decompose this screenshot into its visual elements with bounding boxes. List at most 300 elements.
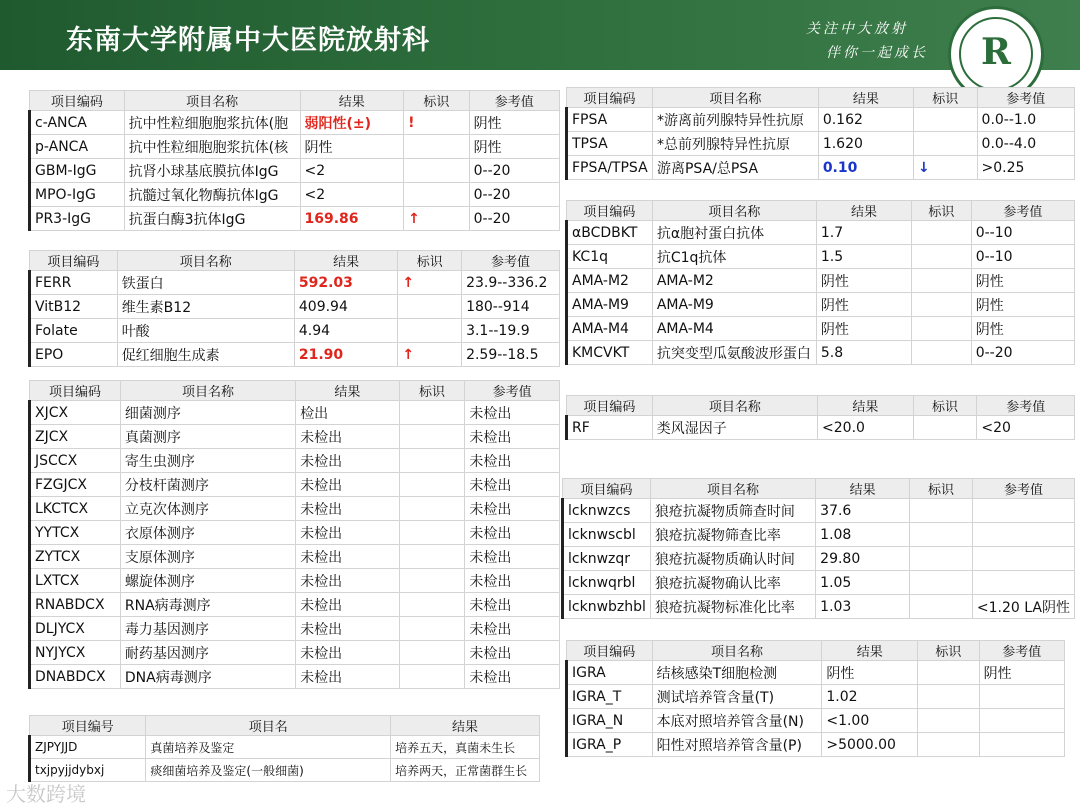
cell-ref: 2.59--18.5 <box>462 343 560 367</box>
cell-name: 结核感染T细胞检测 <box>652 661 822 685</box>
cell-name: 抗蛋白酶3抗体IgG <box>124 207 300 231</box>
header-result: 结果 <box>816 201 911 221</box>
cell-ref: 未检出 <box>465 473 560 497</box>
cell-code: PR3-IgG <box>30 207 125 231</box>
cell-name: RNA病毒测序 <box>120 593 295 617</box>
cell-name: 狼疮抗凝物筛查比率 <box>650 523 815 547</box>
cell-result: 1.05 <box>816 571 910 595</box>
cell-result: 培养两天，正常菌群生长 <box>391 759 540 782</box>
cell-flag <box>910 499 973 523</box>
cell-result: 21.90 <box>294 343 398 367</box>
cell-ref: 阴性 <box>979 661 1064 685</box>
header-name: 项目名称 <box>652 641 822 661</box>
cell-flag <box>399 449 465 473</box>
header-name: 项目名称 <box>120 381 295 401</box>
header-code: 项目编码 <box>30 381 121 401</box>
cell-name: 耐药基因测序 <box>120 641 295 665</box>
cell-flag: ↑ <box>398 271 462 295</box>
cell-result: 4.94 <box>294 319 398 343</box>
cell-result: 未检出 <box>296 425 400 449</box>
table-row <box>30 593 560 617</box>
cell-flag <box>912 221 972 245</box>
cell-name: 抗肾小球基底膜抗体IgG <box>124 159 300 183</box>
cell-ref: <1.20 LA阴性 <box>972 595 1074 619</box>
cell-flag <box>404 159 470 183</box>
cell-flag <box>399 569 465 593</box>
table-row <box>30 343 560 367</box>
cell-flag <box>912 269 972 293</box>
cell-code: FZGJCX <box>30 473 121 497</box>
cell-flag <box>912 341 972 365</box>
cell-ref: 0--10 <box>971 221 1074 245</box>
cell-ref <box>972 499 1074 523</box>
header-flag: 标识 <box>910 479 973 499</box>
header-flag: 标识 <box>399 381 465 401</box>
cell-ref <box>972 523 1074 547</box>
header-flag: 标识 <box>918 641 980 661</box>
table-row <box>30 319 560 343</box>
cell-result: 29.80 <box>816 547 910 571</box>
cell-code: RNABDCX <box>30 593 121 617</box>
cell-result: 未检出 <box>296 641 400 665</box>
table-row <box>567 661 1065 685</box>
cell-code: IGRA_P <box>567 733 653 757</box>
table-row <box>30 207 560 231</box>
cell-flag <box>399 593 465 617</box>
cell-code: IGRA <box>567 661 653 685</box>
table-row <box>30 617 560 641</box>
cell-ref: 未检出 <box>465 569 560 593</box>
watermark-text: 大数跨境 <box>6 782 86 806</box>
table-row <box>567 293 1075 317</box>
cell-ref <box>979 733 1064 757</box>
header-flag: 标识 <box>914 88 978 108</box>
table-row <box>567 221 1075 245</box>
cell-code: VitB12 <box>30 295 118 319</box>
cell-code: αBCDBKT <box>567 221 653 245</box>
cell-flag <box>910 571 973 595</box>
slogan-line2: 伴你一起成长 <box>826 45 928 61</box>
cell-name: *游离前列腺特异性抗原 <box>652 108 818 132</box>
table-row <box>30 569 560 593</box>
table-row <box>30 473 560 497</box>
cell-name: 支原体测序 <box>120 545 295 569</box>
cell-flag <box>910 547 973 571</box>
cell-name: *总前列腺特异性抗原 <box>652 132 818 156</box>
cell-flag <box>399 545 465 569</box>
header-ref: 参考值 <box>469 91 559 111</box>
cell-result: 37.6 <box>816 499 910 523</box>
cell-ref: 未检出 <box>465 617 560 641</box>
cell-flag: ! <box>404 111 470 135</box>
header-name: 项目名称 <box>652 88 818 108</box>
header-result: 结果 <box>300 91 404 111</box>
cell-name: 促红细胞生成素 <box>117 343 294 367</box>
table-header <box>30 251 560 271</box>
table-row <box>567 709 1065 733</box>
cell-result: 1.02 <box>822 685 918 709</box>
cell-flag: ↑ <box>404 207 470 231</box>
header-code: 项目编码 <box>563 479 651 499</box>
cell-flag <box>918 685 980 709</box>
cell-name: 真菌测序 <box>120 425 295 449</box>
cell-code: YYTCX <box>30 521 121 545</box>
cell-result: 未检出 <box>296 569 400 593</box>
cell-code: lcknwzqr <box>563 547 651 571</box>
cell-flag <box>914 108 978 132</box>
cell-result: 409.94 <box>294 295 398 319</box>
cell-name: 铁蛋白 <box>117 271 294 295</box>
header-code: 项目编码 <box>30 251 118 271</box>
table-row <box>567 269 1075 293</box>
table-row <box>567 156 1075 180</box>
cell-result: 阴性 <box>816 269 911 293</box>
cell-result: <1.00 <box>822 709 918 733</box>
cell-code: IGRA_N <box>567 709 653 733</box>
header-result: 结果 <box>818 396 914 416</box>
cell-ref <box>979 709 1064 733</box>
header-name: 项目名称 <box>117 251 294 271</box>
header-name: 项目名称 <box>124 91 300 111</box>
cell-result: 592.03 <box>294 271 398 295</box>
table-row <box>563 523 1075 547</box>
cell-result: 未检出 <box>296 521 400 545</box>
header-banner <box>0 0 1080 70</box>
cell-result: 未检出 <box>296 665 400 689</box>
cell-result: 1.7 <box>816 221 911 245</box>
cell-name: 寄生虫测序 <box>120 449 295 473</box>
cell-flag: ↓ <box>914 156 978 180</box>
cell-result: 0.162 <box>818 108 913 132</box>
cell-name: 狼疮抗凝物确认比率 <box>650 571 815 595</box>
cell-result: 阴性 <box>300 135 404 159</box>
header-result: 结果 <box>816 479 910 499</box>
table-row <box>563 547 1075 571</box>
cell-code: c-ANCA <box>30 111 125 135</box>
table-row <box>567 245 1075 269</box>
cell-result: 未检出 <box>296 473 400 497</box>
cell-flag <box>913 416 977 440</box>
cell-ref: 阴性 <box>971 269 1074 293</box>
cell-ref: 阴性 <box>971 293 1074 317</box>
cell-name: 维生素B12 <box>117 295 294 319</box>
cell-flag <box>918 709 980 733</box>
cell-ref: 0.0--1.0 <box>977 108 1074 132</box>
cell-ref: 0--20 <box>469 159 559 183</box>
cell-code: IGRA_T <box>567 685 653 709</box>
cell-ref <box>972 571 1074 595</box>
cell-code: KC1q <box>567 245 653 269</box>
cell-name: 立克次体测序 <box>120 497 295 521</box>
table-header <box>567 201 1075 221</box>
cell-name: 抗突变型瓜氨酸波形蛋白 <box>652 341 816 365</box>
table-igra <box>565 640 1065 757</box>
header-ref: 参考值 <box>971 201 1074 221</box>
table-row <box>567 416 1075 440</box>
table-row <box>30 111 560 135</box>
cell-name: 叶酸 <box>117 319 294 343</box>
cell-ref: 0.0--4.0 <box>977 132 1074 156</box>
cell-name: AMA-M2 <box>652 269 816 293</box>
table-row <box>30 521 560 545</box>
cell-result: 阴性 <box>816 293 911 317</box>
header-flag: 标识 <box>913 396 977 416</box>
cell-result: 阴性 <box>822 661 918 685</box>
cell-code: DLJYCX <box>30 617 121 641</box>
table-row <box>563 571 1075 595</box>
table-row <box>30 665 560 689</box>
header-ref: 参考值 <box>979 641 1064 661</box>
header-code: 项目编码 <box>567 201 653 221</box>
cell-result: 1.5 <box>816 245 911 269</box>
cell-name: 狼疮抗凝物质确认时间 <box>650 547 815 571</box>
cell-flag <box>398 319 462 343</box>
cell-name: 抗中性粒细胞胞浆抗体(核 <box>124 135 300 159</box>
cell-flag <box>399 473 465 497</box>
cell-code: Folate <box>30 319 118 343</box>
header-result: 结果 <box>296 381 400 401</box>
header-code: 项目编码 <box>567 88 653 108</box>
table-row <box>567 317 1075 341</box>
cell-result: 1.08 <box>816 523 910 547</box>
page-title: 东南大学附属中大医院放射科 <box>66 25 430 56</box>
cell-flag <box>399 665 465 689</box>
cell-code: ZJCX <box>30 425 121 449</box>
cell-ref: <20 <box>977 416 1075 440</box>
cell-flag <box>399 521 465 545</box>
cell-code: FERR <box>30 271 118 295</box>
table-row <box>30 401 560 425</box>
cell-ref: 未检出 <box>465 449 560 473</box>
cell-flag <box>914 132 978 156</box>
header-result: 结果 <box>294 251 398 271</box>
table-ngs <box>28 380 560 689</box>
cell-flag <box>912 245 972 269</box>
cell-name: 衣原体测序 <box>120 521 295 545</box>
cell-flag <box>399 425 465 449</box>
cell-ref: 0--20 <box>469 207 559 231</box>
table-row <box>30 159 560 183</box>
header-result: 结果 <box>818 88 913 108</box>
cell-flag <box>918 661 980 685</box>
cell-ref: 未检出 <box>465 545 560 569</box>
cell-result: >5000.00 <box>822 733 918 757</box>
table-header <box>30 381 560 401</box>
cell-code: DNABDCX <box>30 665 121 689</box>
header-code: 项目编码 <box>30 91 125 111</box>
cell-name: 分枝杆菌测序 <box>120 473 295 497</box>
cell-name: 测试培养管含量(T) <box>652 685 822 709</box>
cell-ref: 23.9--336.2 <box>462 271 560 295</box>
cell-code: p-ANCA <box>30 135 125 159</box>
header-flag: 标识 <box>912 201 972 221</box>
header-code: 项目编号 <box>30 716 146 736</box>
table-row <box>30 641 560 665</box>
cell-flag <box>918 733 980 757</box>
cell-ref: 3.1--19.9 <box>462 319 560 343</box>
header-name: 项目名称 <box>650 479 815 499</box>
cell-ref: 0--10 <box>971 245 1074 269</box>
cell-ref: 阴性 <box>469 135 559 159</box>
table-row <box>30 135 560 159</box>
cell-flag <box>404 135 470 159</box>
cell-flag <box>912 293 972 317</box>
cell-code: AMA-M2 <box>567 269 653 293</box>
table-header <box>567 88 1075 108</box>
cell-code: GBM-IgG <box>30 159 125 183</box>
cell-flag <box>404 183 470 207</box>
cell-ref: 180--914 <box>462 295 560 319</box>
cell-code: NYJYCX <box>30 641 121 665</box>
header-flag: 标识 <box>398 251 462 271</box>
cell-result: 培养五天，真菌未生长 <box>391 736 540 759</box>
header-name: 项目名 <box>146 716 391 736</box>
cell-name: 毒力基因测序 <box>120 617 295 641</box>
cell-code: lcknwqrbl <box>563 571 651 595</box>
cell-code: KMCVKT <box>567 341 653 365</box>
header-ref: 参考值 <box>977 396 1075 416</box>
cell-code: EPO <box>30 343 118 367</box>
table-row <box>567 733 1065 757</box>
cell-result: 未检出 <box>296 545 400 569</box>
cell-code: txjpyjjdybxj <box>30 759 146 782</box>
cell-ref: 未检出 <box>465 425 560 449</box>
cell-result: <2 <box>300 183 404 207</box>
cell-result: 1.03 <box>816 595 910 619</box>
header-code: 项目编码 <box>567 396 653 416</box>
table-psa <box>565 87 1075 180</box>
cell-flag <box>399 641 465 665</box>
cell-code: LKCTCX <box>30 497 121 521</box>
cell-code: lcknwzcs <box>563 499 651 523</box>
table-rf <box>565 395 1075 440</box>
table-row <box>30 183 560 207</box>
cell-code: XJCX <box>30 401 121 425</box>
cell-code: FPSA/TPSA <box>567 156 653 180</box>
table-row <box>567 685 1065 709</box>
table-row <box>567 132 1075 156</box>
cell-result: 1.620 <box>818 132 913 156</box>
cell-result: 169.86 <box>300 207 404 231</box>
cell-ref: 0--20 <box>971 341 1074 365</box>
cell-flag <box>398 295 462 319</box>
table-row <box>563 595 1075 619</box>
header-result: 结果 <box>391 716 540 736</box>
cell-ref: 未检出 <box>465 401 560 425</box>
cell-ref <box>979 685 1064 709</box>
table-header <box>30 716 540 736</box>
header-ref: 参考值 <box>465 381 560 401</box>
header-result: 结果 <box>822 641 918 661</box>
header-flag: 标识 <box>404 91 470 111</box>
cell-flag <box>910 595 973 619</box>
table-header <box>567 396 1075 416</box>
cell-result: <20.0 <box>818 416 914 440</box>
table-row <box>567 108 1075 132</box>
cell-code: LXTCX <box>30 569 121 593</box>
table-anemia <box>28 250 560 367</box>
header-ref: 参考值 <box>972 479 1074 499</box>
table-row <box>30 271 560 295</box>
cell-name: AMA-M9 <box>652 293 816 317</box>
table-header <box>567 641 1065 661</box>
cell-name: AMA-M4 <box>652 317 816 341</box>
cell-name: 狼疮抗凝物标准化比率 <box>650 595 815 619</box>
table-row <box>30 497 560 521</box>
cell-ref: 阴性 <box>971 317 1074 341</box>
cell-name: 真菌培养及鉴定 <box>146 736 391 759</box>
table-antibody <box>565 200 1075 365</box>
cell-result: 未检出 <box>296 593 400 617</box>
table-row <box>30 295 560 319</box>
cell-result: 阴性 <box>816 317 911 341</box>
cell-name: 本底对照培养管含量(N) <box>652 709 822 733</box>
slogan-line1: 关注中大放射 <box>806 21 908 37</box>
cell-flag <box>912 317 972 341</box>
cell-name: 抗C1q抗体 <box>652 245 816 269</box>
header-code: 项目编码 <box>567 641 653 661</box>
cell-ref <box>972 547 1074 571</box>
table-header <box>563 479 1075 499</box>
table-row <box>567 341 1075 365</box>
cell-ref: 未检出 <box>465 497 560 521</box>
cell-name: 抗髓过氧化物酶抗体IgG <box>124 183 300 207</box>
logo-mark: R <box>981 31 1011 73</box>
cell-name: 细菌测序 <box>120 401 295 425</box>
cell-name: 螺旋体测序 <box>120 569 295 593</box>
table-lupus <box>561 478 1075 619</box>
table-row <box>563 499 1075 523</box>
cell-code: ZJPYJJD <box>30 736 146 759</box>
cell-ref: 0--20 <box>469 183 559 207</box>
cell-ref: 未检出 <box>465 665 560 689</box>
table-row <box>30 425 560 449</box>
header-ref: 参考值 <box>977 88 1074 108</box>
table-row <box>30 449 560 473</box>
cell-code: RF <box>567 416 653 440</box>
header-name: 项目名称 <box>652 201 816 221</box>
cell-result: 0.10 <box>818 156 913 180</box>
cell-code: ZYTCX <box>30 545 121 569</box>
cell-flag: ↑ <box>398 343 462 367</box>
table-autoimmune <box>28 90 560 231</box>
cell-name: 类风湿因子 <box>652 416 817 440</box>
cell-code: lcknwscbl <box>563 523 651 547</box>
cell-result: 未检出 <box>296 449 400 473</box>
cell-code: AMA-M4 <box>567 317 653 341</box>
table-row <box>30 736 540 759</box>
cell-name: 游离PSA/总PSA <box>652 156 818 180</box>
cell-result: 未检出 <box>296 497 400 521</box>
cell-flag <box>910 523 973 547</box>
cell-flag <box>399 617 465 641</box>
table-header <box>30 91 560 111</box>
cell-ref: 未检出 <box>465 593 560 617</box>
table-culture <box>28 715 540 782</box>
cell-code: MPO-IgG <box>30 183 125 207</box>
table-row <box>30 545 560 569</box>
cell-result: 弱阳性(±) <box>300 111 404 135</box>
header-ref: 参考值 <box>462 251 560 271</box>
cell-name: 抗中性粒细胞胞浆抗体(胞 <box>124 111 300 135</box>
cell-ref: 未检出 <box>465 641 560 665</box>
cell-ref: 未检出 <box>465 521 560 545</box>
cell-flag <box>399 497 465 521</box>
header-name: 项目名称 <box>652 396 817 416</box>
cell-name: 痰细菌培养及鉴定(一般细菌) <box>146 759 391 782</box>
cell-code: lcknwbzhbl <box>563 595 651 619</box>
cell-code: AMA-M9 <box>567 293 653 317</box>
